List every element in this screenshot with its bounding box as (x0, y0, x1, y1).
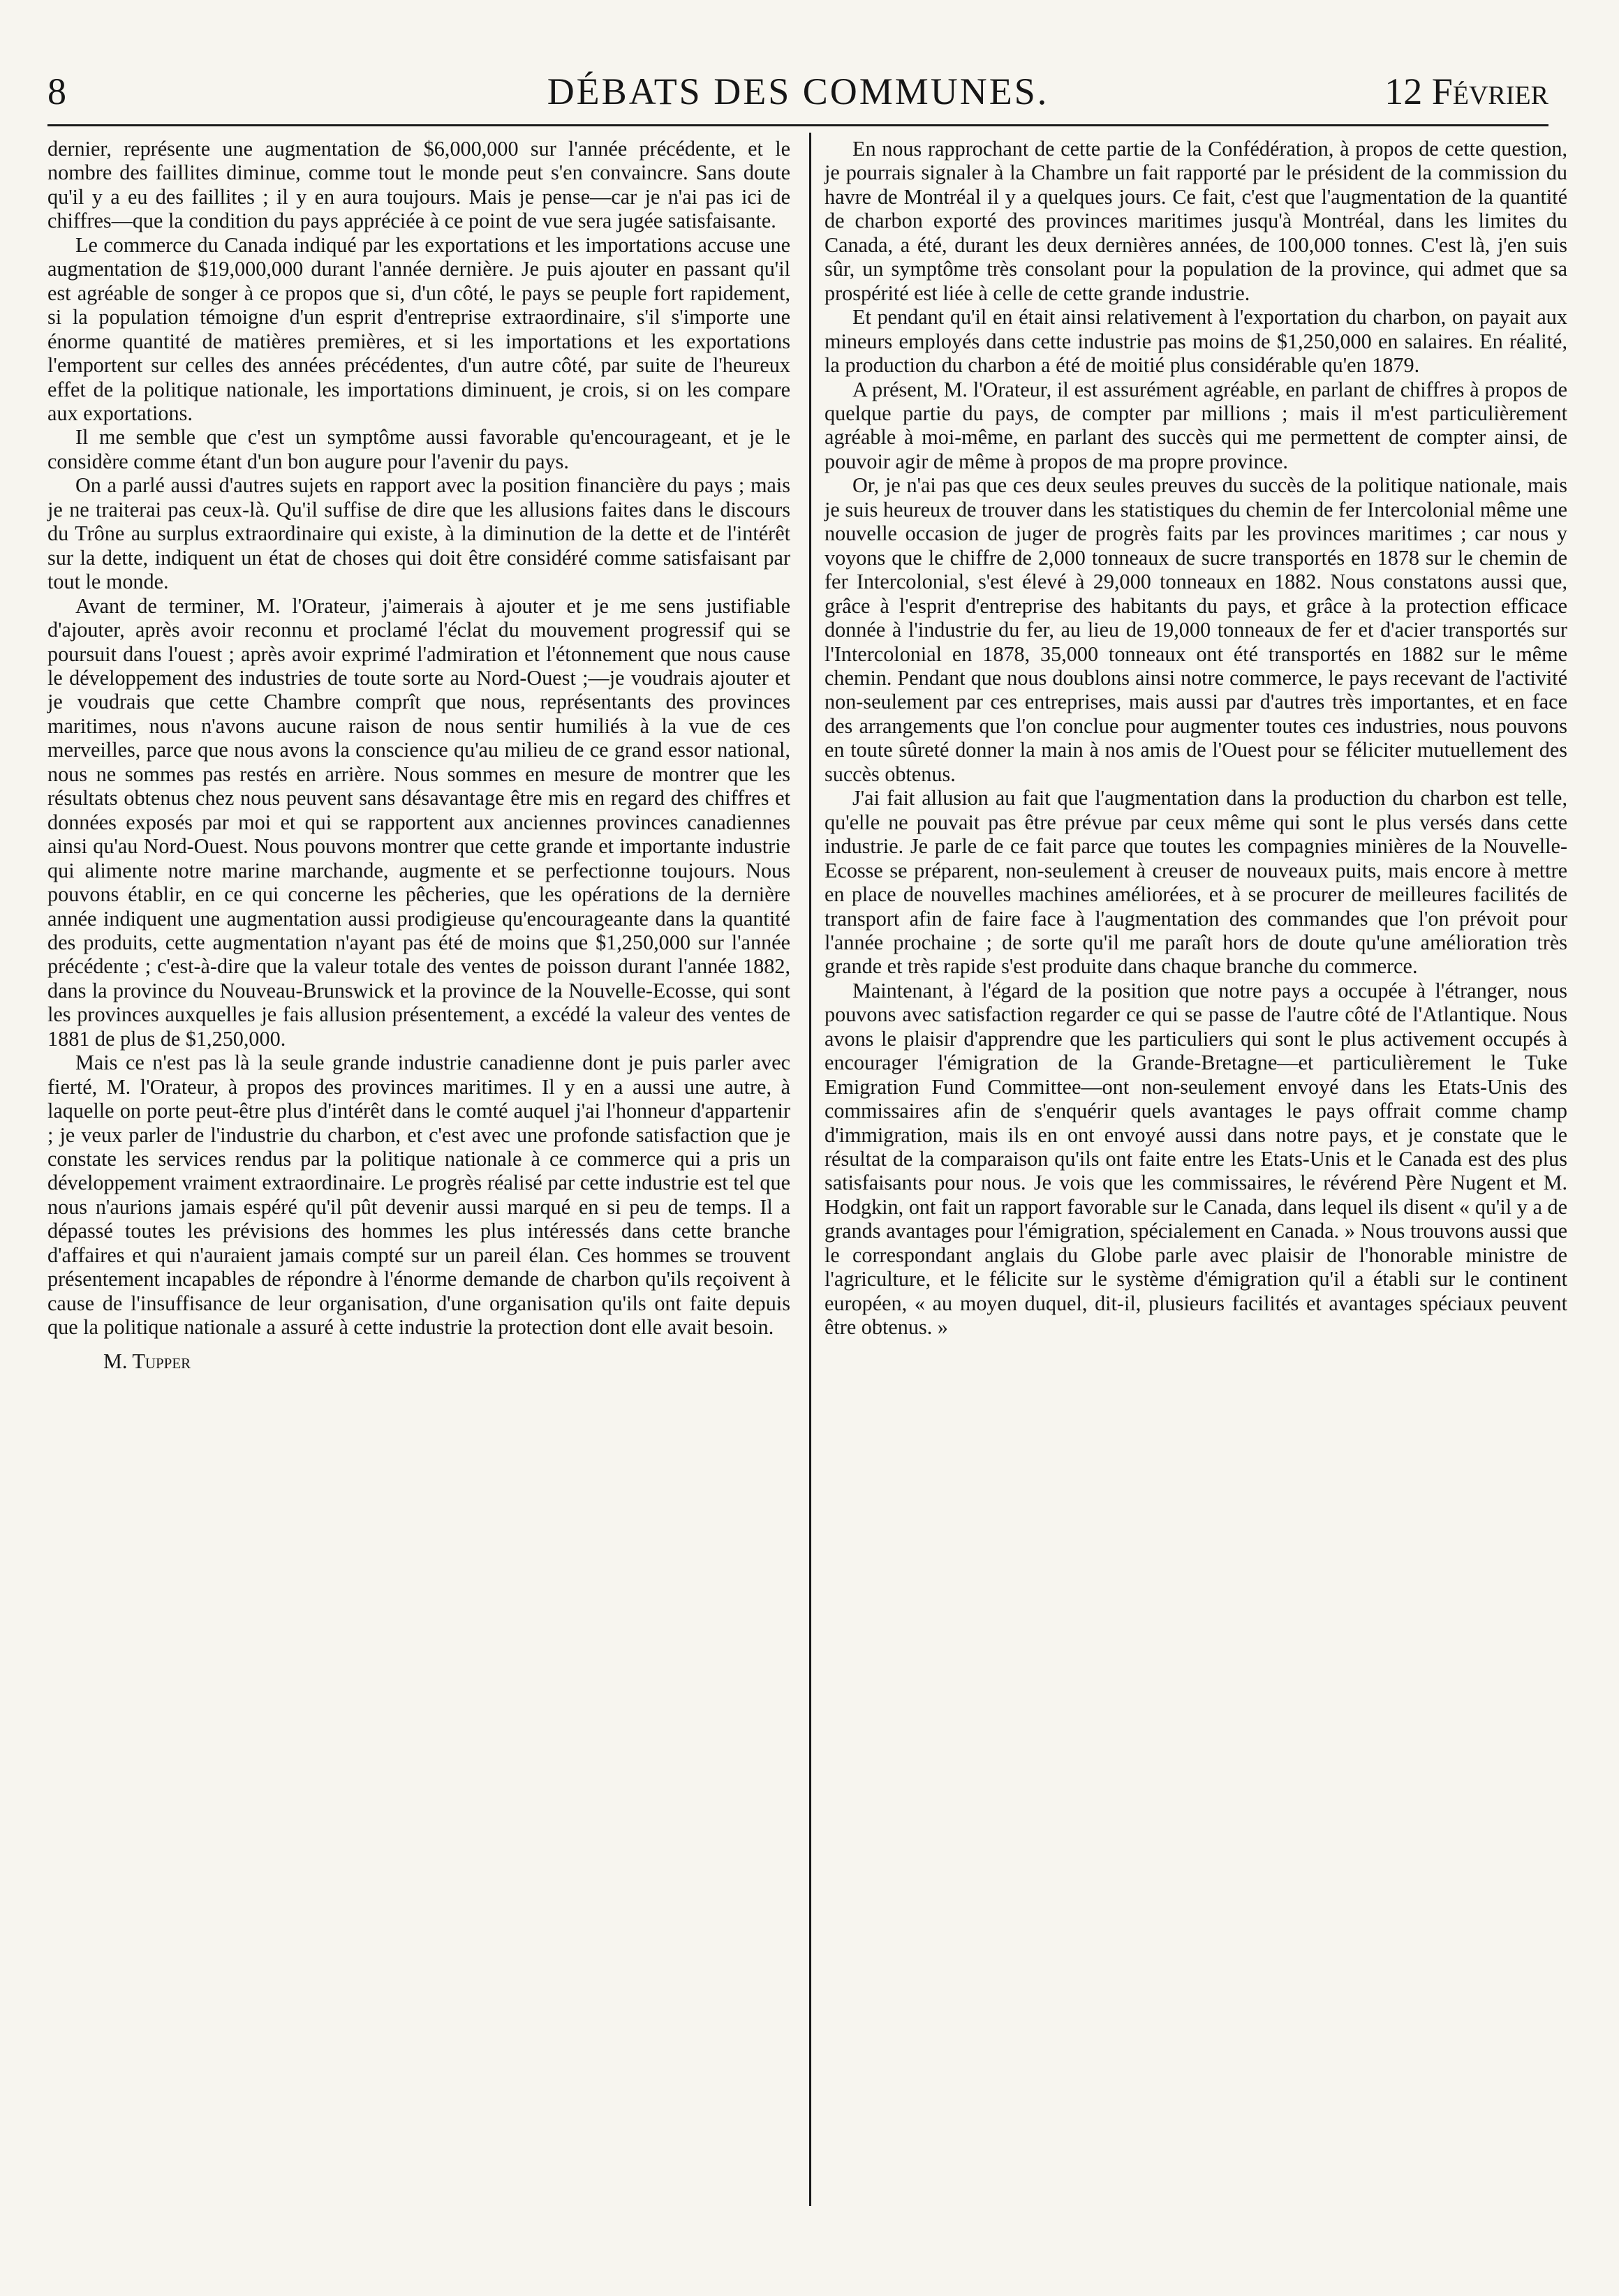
paragraph: dernier, représente une augmentation de $6,000,000 sur l'année précédente, et le nombre des faillites diminue, comme tout le monde peut s'en convaincre. Sans doute qu'il y a eu des faillites ; il y en aura toujours. Mais je pense—car je n'ai pas ici de chiffres—que la condition du pays appréciée à ce point de vue sera jugée satisfaisante. (47, 137, 790, 233)
paragraph: Mais ce n'est pas là la seule grande industrie canadienne dont je puis parler avec fierté, M. l'Orateur, à propos des provinces maritimes. Il y en a aussi une autre, à laquelle on porte peut-être plus d'intérêt dans le comté auquel j'ai l'honneur d'appartenir ; je veux parler de l'industrie du charbon, et c'est avec une profonde satisfaction que je constate les services rendus par la politique nationale à ce commerce qui a pris un développement vraiment extraordinaire. Le progrès réalisé par cette industrie est tel que nous n'aurions jamais espéré qu'il pût devenir aussi marqué en si peu de temps. Il a dépassé toutes les prévisions des hommes les plus intéressés dans cette branche d'affaires et qui n'auraient jamais compté sur un pareil élan. Ces hommes se trouvent présentement incapables de répondre à l'énorme demande de charbon qu'ils reçoivent à cause de l'insuffisance de leur organisation, d'une organisation qu'ils ont faite depuis que la politique nationale a assuré à cette industrie la protection dont elle avait besoin. (47, 1051, 790, 1340)
paragraph: A présent, M. l'Orateur, il est assurément agréable, en parlant de chiffres à propos de quelque partie du pays, de compter par millions ; mais il m'est particulièrement agréable à moi-même, en parlant des succès qui me permettent de compter ainsi, de pouvoir agir de même à propos de ma propre province. (825, 377, 1567, 473)
paragraph: J'ai fait allusion au fait que l'augmentation dans la production du charbon est telle, qu'elle ne pouvait pas être prévue par ceux même qui sont le plus versés dans cette industrie. Je parle de ce fait parce que toutes les compagnies minières de la Nouvelle-Ecosse se préparent, non-seulement à creuser de nouveaux puits, mais encore à mettre en place de nouvelles machines améliorées, et à se procurer de meilleures facilités de transport afin de faire face à l'augmentation des commandes que l'on prévoit pour l'année prochaine ; de sorte qu'il me paraît hors de doute qu'une amélioration très grande et très rapide s'est produite dans chaque branche du commerce. (825, 786, 1567, 979)
speaker-signature: M. Tupper (103, 1349, 191, 1373)
paragraph: En nous rapprochant de cette partie de la Confédération, à propos de cette question, je pourrais signaler à la Chambre un fait rapporté par le président de la commission du havre de Montréal il y a quelques jours. Ce fait, c'est que l'augmentation de la quantité de charbon exporté des provinces maritimes jusqu'à Montréal, dans les limites du Canada, a été, durant les deux dernières années, de 100,000 tonnes. C'est là, j'en suis sûr, un symptôme très consolant pour la population de la province, qui admet que sa prospérité est liée à celle de cette grande industrie. (825, 137, 1567, 305)
paragraph: Maintenant, à l'égard de la position que notre pays a occupée à l'étranger, nous pouvons avec satisfaction regarder ce qui se passe de l'autre côté de l'Atlantique. Nous avons le plaisir d'apprendre que les particuliers qui sont le plus activement occupés à encourager l'émigration de la Grande-Bretagne—et particulièrement le Tuke Emigration Fund Committee—ont non-seulement envoyé dans les Etats-Unis des commissaires afin de s'enquérir quels avantages le pays offrait comme champ d'immigration, mais ils en ont envoyé aussi dans notre pays, et je constate que le résultat de la comparaison qu'ils ont faite entre les Etats-Unis et le Canada est des plus satisfaisants pour nous. Je vois que les commissaires, le révérend Père Nugent et M. Hodgkin, ont fait un rapport favorable sur le Canada, dans lequel ils disent « qu'il y a de grands avantages pour l'émigration, spécialement en Canada. » Nous trouvons aussi que le correspondant anglais du Globe parle avec plaisir de l'honorable ministre de l'agriculture, et le félicite sur le système d'émigration qu'il a établi sur le continent européen, « au moyen duquel, dit-il, plusieurs facilités et avantages spéciaux peuvent être obtenus. » (825, 978, 1567, 1340)
paragraph: Or, je n'ai pas que ces deux seules preuves du succès de la politique nationale, mais je suis heureux de trouver dans les statistiques du chemin de fer Intercolonial même une nouvelle occasion de juger de progrès faits par les provinces maritimes ; car nous y voyons que le chiffre de 2,000 tonneaux de sucre transportés en 1878 sur le chemin de fer Intercolonial, s'est élevé à 29,000 tonneaux en 1882. Nous constatons aussi que, grâce à l'esprit d'entreprise des habitants du pays, et grâce à la protection efficace donnée à l'industrie du fer, au lieu de 19,000 tonneaux de fer et d'acier transportés sur l'Intercolonial en 1878, 35,000 tonneaux ont été transportés en 1882 sur le même chemin. Pendant que nous doublons ainsi notre commerce, le pays recevant de l'activité non-seulement par ces entreprises, mais aussi par d'autres très importantes, et en face des arrangements que l'on conclue pour augmenter toutes ces industries, nous pouvons en toute sûreté donner la main à nos amis de l'Ouest pour se féliciter mutuellement des succès obtenus. (825, 473, 1567, 786)
publication-title: DÉBATS DES COMMUNES. (547, 71, 1049, 112)
header-rule (47, 124, 1548, 126)
page-header (47, 67, 1548, 116)
column-divider (809, 133, 811, 2206)
header-date: 12 Février (1384, 71, 1548, 112)
right-column (825, 137, 1567, 1340)
left-column (47, 137, 790, 1373)
paragraph: Le commerce du Canada indiqué par les exportations et les importations accuse une augmentation de $19,000,000 durant l'année dernière. Je puis ajouter en passant qu'il est agréable de songer à ce propos que si, d'un côté, le pays se peuple fort rapidement, si la population témoigne d'un esprit d'entreprise extraordinaire, s'il s'importe une énorme quantité de matières premières, et si les importations et les exportations l'emportent sur celles des années précédentes, d'un autre côté, par suite de l'heureux effet de la politique nationale, les importations diminuent, je crois, si on les compare aux exportations. (47, 232, 790, 425)
paragraph: Il me semble que c'est un symptôme aussi favorable qu'encourageant, et je le considère comme étant d'un bon augure pour l'avenir du pays. (47, 425, 790, 473)
paragraph: On a parlé aussi d'autres sujets en rapport avec la position financière du pays ; mais je ne traiterai pas ceux-là. Qu'il suffise de dire que les allusions faites dans le discours du Trône au surplus extraordinaire qui existe, à la diminution de la dette et de l'intérêt sur la dette, indiquent un état de choses qui doit être considéré comme satisfaisant par tout le monde. (47, 473, 790, 594)
paragraph: Et pendant qu'il en était ainsi relativement à l'exportation du charbon, on payait aux mineurs employés dans cette industrie pas moins de $1,250,000 en salaires. En réalité, la production du charbon a été de moitié plus considérable qu'en 1879. (825, 305, 1567, 378)
page-number: 8 (47, 71, 66, 112)
paragraph: Avant de terminer, M. l'Orateur, j'aimerais à ajouter et je me sens justifiable d'ajouter, après avoir reconnu et proclamé l'éclat du mouvement progressif qui se poursuit dans l'ouest ; après avoir exprimé l'admiration et l'étonnement que nous cause le développement des industries de toute sorte au Nord-Ouest ;—je voudrais ajouter et je voudrais que cette Chambre comprît que nous, représentants des provinces maritimes, nous n'avons aucune raison de nous sentir humiliés à la vue de ces merveilles, parce que nous avons la conscience qu'au milieu de ce grand essor national, nous ne sommes pas restés en arrière. Nous sommes en mesure de montrer que les résultats obtenus chez nous peuvent sans désavantage être mis en regard des chiffres et données exposés par moi et qui se rapportent aux anciennes provinces canadiennes ainsi qu'au Nord-Ouest. Nous pouvons montrer que cette grande et importante industrie qui alimente notre marine marchande, augmente et se perfectionne toujours. Nous pouvons établir, en ce qui concerne les pêcheries, que les opérations de la dernière année indiquent une augmentation aussi prodigieuse qu'encourageante dans la quantité des produits, cette augmentation n'ayant pas été de moins que $1,250,000 sur l'année précédente ; c'est-à-dire que la valeur totale des ventes de poisson durant l'année 1882, dans la province du Nouveau-Brunswick et la province de la Nouvelle-Ecosse, qui sont les provinces auxquelles je fais allusion présentement, a excédé la valeur des ventes de 1881 de plus de $1,250,000. (47, 593, 790, 1051)
